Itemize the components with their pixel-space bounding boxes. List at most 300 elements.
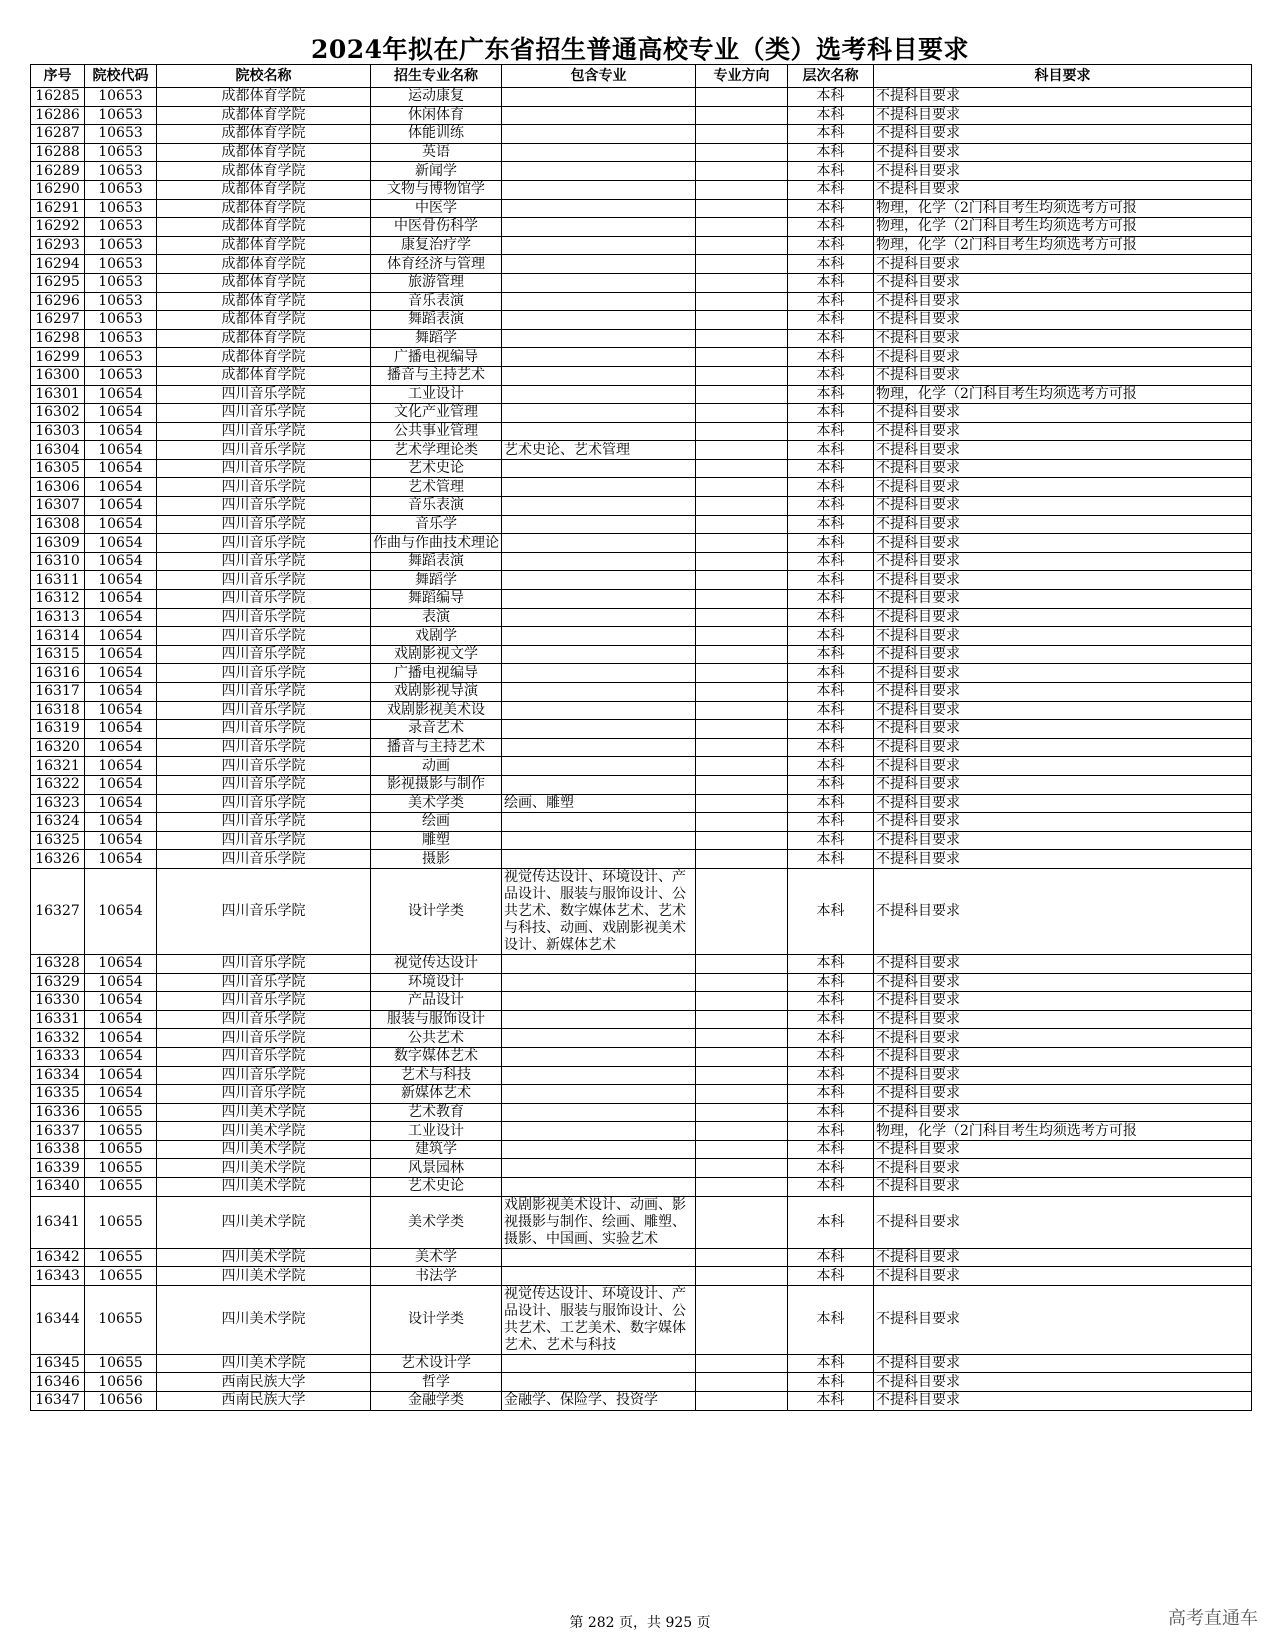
serial-cell: 16336 bbox=[31, 1103, 85, 1122]
major-name-cell: 金融学类 bbox=[371, 1392, 502, 1411]
major-name-cell: 风景园林 bbox=[371, 1159, 502, 1178]
school-code-cell: 10654 bbox=[85, 738, 157, 757]
serial-cell: 16310 bbox=[31, 552, 85, 571]
level-cell: 本科 bbox=[788, 1122, 874, 1141]
direction-cell bbox=[696, 831, 788, 850]
school-code-cell: 10653 bbox=[85, 311, 157, 330]
school-code-cell: 10654 bbox=[85, 1085, 157, 1104]
level-cell: 本科 bbox=[788, 1010, 874, 1029]
major-name-cell: 戏剧影视导演 bbox=[371, 683, 502, 702]
direction-cell bbox=[696, 255, 788, 274]
school-code-cell: 10655 bbox=[85, 1196, 157, 1248]
included-majors-cell bbox=[502, 273, 696, 292]
included-majors-cell: 金融学、保险学、投资学 bbox=[502, 1392, 696, 1411]
included-majors-cell bbox=[502, 348, 696, 367]
school-name-cell: 四川音乐学院 bbox=[157, 627, 371, 646]
direction-cell bbox=[696, 478, 788, 497]
subject-requirement-cell: 不提科目要求 bbox=[874, 422, 1252, 441]
school-code-cell: 10654 bbox=[85, 385, 157, 404]
included-majors-cell bbox=[502, 1122, 696, 1141]
serial-cell: 16304 bbox=[31, 441, 85, 460]
included-majors-cell bbox=[502, 664, 696, 683]
level-cell: 本科 bbox=[788, 992, 874, 1011]
direction-cell bbox=[696, 441, 788, 460]
table-row bbox=[31, 143, 1252, 162]
level-cell: 本科 bbox=[788, 1178, 874, 1197]
school-code-cell: 10653 bbox=[85, 162, 157, 181]
subject-requirement-cell: 不提科目要求 bbox=[874, 1103, 1252, 1122]
included-majors-cell bbox=[502, 1178, 696, 1197]
serial-cell: 16331 bbox=[31, 1010, 85, 1029]
serial-cell: 16305 bbox=[31, 459, 85, 478]
included-majors-cell bbox=[502, 329, 696, 348]
level-cell: 本科 bbox=[788, 664, 874, 683]
included-majors-cell bbox=[502, 180, 696, 199]
major-name-cell: 舞蹈编导 bbox=[371, 590, 502, 609]
school-code-cell: 10654 bbox=[85, 720, 157, 739]
serial-cell: 16334 bbox=[31, 1066, 85, 1085]
serial-cell: 16288 bbox=[31, 143, 85, 162]
included-majors-cell bbox=[502, 627, 696, 646]
major-name-cell: 工业设计 bbox=[371, 1122, 502, 1141]
brand-watermark: 高考直通车 bbox=[1168, 1608, 1258, 1629]
serial-cell: 16347 bbox=[31, 1392, 85, 1411]
direction-cell bbox=[696, 683, 788, 702]
school-code-cell: 10654 bbox=[85, 608, 157, 627]
school-code-cell: 10654 bbox=[85, 1066, 157, 1085]
table-row bbox=[31, 868, 1252, 954]
school-name-cell: 成都体育学院 bbox=[157, 88, 371, 107]
level-cell: 本科 bbox=[788, 236, 874, 255]
direction-cell bbox=[696, 199, 788, 218]
serial-cell: 16314 bbox=[31, 627, 85, 646]
subject-requirement-cell: 不提科目要求 bbox=[874, 162, 1252, 181]
direction-cell bbox=[696, 1354, 788, 1373]
table-header-row bbox=[31, 65, 1252, 88]
included-majors-cell bbox=[502, 1029, 696, 1048]
table-row bbox=[31, 218, 1252, 237]
school-name-cell: 成都体育学院 bbox=[157, 292, 371, 311]
school-name-cell: 成都体育学院 bbox=[157, 366, 371, 385]
school-name-cell: 成都体育学院 bbox=[157, 180, 371, 199]
subject-requirement-cell: 不提科目要求 bbox=[874, 1267, 1252, 1286]
included-majors-cell bbox=[502, 757, 696, 776]
included-majors-cell bbox=[502, 775, 696, 794]
major-name-cell: 艺术史论 bbox=[371, 459, 502, 478]
table-row bbox=[31, 608, 1252, 627]
subject-requirement-cell: 不提科目要求 bbox=[874, 478, 1252, 497]
table-row bbox=[31, 162, 1252, 181]
included-majors-cell bbox=[502, 106, 696, 125]
subject-requirement-cell: 不提科目要求 bbox=[874, 683, 1252, 702]
school-name-cell: 四川音乐学院 bbox=[157, 571, 371, 590]
table-row bbox=[31, 311, 1252, 330]
table-row bbox=[31, 1066, 1252, 1085]
level-cell: 本科 bbox=[788, 571, 874, 590]
level-cell: 本科 bbox=[788, 813, 874, 832]
school-code-cell: 10654 bbox=[85, 831, 157, 850]
table-row bbox=[31, 701, 1252, 720]
subject-requirement-cell: 不提科目要求 bbox=[874, 1159, 1252, 1178]
direction-cell bbox=[696, 366, 788, 385]
included-majors-cell bbox=[502, 590, 696, 609]
major-name-cell: 文物与博物馆学 bbox=[371, 180, 502, 199]
school-code-cell: 10653 bbox=[85, 218, 157, 237]
serial-cell: 16333 bbox=[31, 1047, 85, 1066]
serial-cell: 16337 bbox=[31, 1122, 85, 1141]
serial-cell: 16312 bbox=[31, 590, 85, 609]
serial-cell: 16301 bbox=[31, 385, 85, 404]
major-name-cell: 动画 bbox=[371, 757, 502, 776]
school-code-cell: 10654 bbox=[85, 552, 157, 571]
school-code-cell: 10653 bbox=[85, 180, 157, 199]
school-code-cell: 10654 bbox=[85, 534, 157, 553]
table-row bbox=[31, 404, 1252, 423]
included-majors-cell bbox=[502, 218, 696, 237]
level-cell: 本科 bbox=[788, 552, 874, 571]
level-cell: 本科 bbox=[788, 1047, 874, 1066]
direction-cell bbox=[696, 515, 788, 534]
level-cell: 本科 bbox=[788, 385, 874, 404]
school-code-cell: 10653 bbox=[85, 199, 157, 218]
subject-requirement-cell: 不提科目要求 bbox=[874, 757, 1252, 776]
major-name-cell: 戏剧影视文学 bbox=[371, 645, 502, 664]
included-majors-cell bbox=[502, 701, 696, 720]
subject-requirement-cell: 不提科目要求 bbox=[874, 125, 1252, 144]
school-name-cell: 四川美术学院 bbox=[157, 1178, 371, 1197]
table-row bbox=[31, 973, 1252, 992]
subject-requirement-cell: 不提科目要求 bbox=[874, 831, 1252, 850]
table-row bbox=[31, 954, 1252, 973]
school-name-cell: 西南民族大学 bbox=[157, 1392, 371, 1411]
major-name-cell: 美术学 bbox=[371, 1248, 502, 1267]
subject-requirement-cell: 不提科目要求 bbox=[874, 459, 1252, 478]
direction-cell bbox=[696, 794, 788, 813]
included-majors-cell bbox=[502, 422, 696, 441]
major-name-cell: 广播电视编导 bbox=[371, 664, 502, 683]
table-row bbox=[31, 683, 1252, 702]
subject-requirement-cell: 不提科目要求 bbox=[874, 143, 1252, 162]
major-name-cell: 影视摄影与制作 bbox=[371, 775, 502, 794]
level-cell: 本科 bbox=[788, 1373, 874, 1392]
direction-cell bbox=[696, 385, 788, 404]
included-majors-cell bbox=[502, 1159, 696, 1178]
included-majors-cell bbox=[502, 645, 696, 664]
serial-cell: 16308 bbox=[31, 515, 85, 534]
school-code-cell: 10654 bbox=[85, 701, 157, 720]
table-row bbox=[31, 292, 1252, 311]
table-row bbox=[31, 534, 1252, 553]
subject-requirement-cell: 不提科目要求 bbox=[874, 1354, 1252, 1373]
header-cell: 专业方向 bbox=[696, 65, 788, 88]
included-majors-cell bbox=[502, 973, 696, 992]
major-name-cell: 舞蹈学 bbox=[371, 571, 502, 590]
subject-requirement-cell: 物理，化学（2门科目考生均须选考方可报 bbox=[874, 218, 1252, 237]
table-row bbox=[31, 1248, 1252, 1267]
subject-requirement-cell: 不提科目要求 bbox=[874, 794, 1252, 813]
included-majors-cell bbox=[502, 404, 696, 423]
school-name-cell: 四川音乐学院 bbox=[157, 831, 371, 850]
table-row bbox=[31, 180, 1252, 199]
table-row bbox=[31, 125, 1252, 144]
direction-cell bbox=[696, 992, 788, 1011]
direction-cell bbox=[696, 1122, 788, 1141]
included-majors-cell bbox=[502, 738, 696, 757]
included-majors-cell bbox=[502, 1103, 696, 1122]
level-cell: 本科 bbox=[788, 143, 874, 162]
direction-cell bbox=[696, 292, 788, 311]
direction-cell bbox=[696, 534, 788, 553]
level-cell: 本科 bbox=[788, 954, 874, 973]
table-row bbox=[31, 571, 1252, 590]
serial-cell: 16318 bbox=[31, 701, 85, 720]
major-name-cell: 公共事业管理 bbox=[371, 422, 502, 441]
direction-cell bbox=[696, 1103, 788, 1122]
header-cell: 序号 bbox=[31, 65, 85, 88]
serial-cell: 16287 bbox=[31, 125, 85, 144]
subject-requirement-cell: 不提科目要求 bbox=[874, 552, 1252, 571]
school-name-cell: 四川美术学院 bbox=[157, 1248, 371, 1267]
direction-cell bbox=[696, 1267, 788, 1286]
major-name-cell: 环境设计 bbox=[371, 973, 502, 992]
included-majors-cell bbox=[502, 199, 696, 218]
requirements-table bbox=[30, 64, 1252, 1411]
direction-cell bbox=[696, 143, 788, 162]
school-name-cell: 成都体育学院 bbox=[157, 236, 371, 255]
included-majors-cell bbox=[502, 236, 696, 255]
level-cell: 本科 bbox=[788, 1354, 874, 1373]
school-code-cell: 10654 bbox=[85, 868, 157, 954]
serial-cell: 16319 bbox=[31, 720, 85, 739]
serial-cell: 16285 bbox=[31, 88, 85, 107]
direction-cell bbox=[696, 1178, 788, 1197]
direction-cell bbox=[696, 236, 788, 255]
direction-cell bbox=[696, 106, 788, 125]
serial-cell: 16286 bbox=[31, 106, 85, 125]
included-majors-cell bbox=[502, 88, 696, 107]
direction-cell bbox=[696, 627, 788, 646]
major-name-cell: 美术学类 bbox=[371, 1196, 502, 1248]
major-name-cell: 舞蹈学 bbox=[371, 329, 502, 348]
direction-cell bbox=[696, 1140, 788, 1159]
subject-requirement-cell: 不提科目要求 bbox=[874, 1248, 1252, 1267]
major-name-cell: 美术学类 bbox=[371, 794, 502, 813]
table-row bbox=[31, 590, 1252, 609]
major-name-cell: 绘画 bbox=[371, 813, 502, 832]
major-name-cell: 戏剧学 bbox=[371, 627, 502, 646]
table-row bbox=[31, 385, 1252, 404]
direction-cell bbox=[696, 422, 788, 441]
header-cell: 招生专业名称 bbox=[371, 65, 502, 88]
table-row bbox=[31, 1392, 1252, 1411]
table-row bbox=[31, 831, 1252, 850]
level-cell: 本科 bbox=[788, 180, 874, 199]
school-name-cell: 四川音乐学院 bbox=[157, 850, 371, 869]
level-cell: 本科 bbox=[788, 273, 874, 292]
table-row bbox=[31, 1159, 1252, 1178]
school-code-cell: 10653 bbox=[85, 88, 157, 107]
subject-requirement-cell: 不提科目要求 bbox=[874, 813, 1252, 832]
table-row bbox=[31, 1122, 1252, 1141]
serial-cell: 16290 bbox=[31, 180, 85, 199]
serial-cell: 16315 bbox=[31, 645, 85, 664]
major-name-cell: 服装与服饰设计 bbox=[371, 1010, 502, 1029]
included-majors-cell: 绘画、雕塑 bbox=[502, 794, 696, 813]
serial-cell: 16303 bbox=[31, 422, 85, 441]
school-name-cell: 四川音乐学院 bbox=[157, 664, 371, 683]
direction-cell bbox=[696, 1373, 788, 1392]
table-row bbox=[31, 1085, 1252, 1104]
subject-requirement-cell: 不提科目要求 bbox=[874, 255, 1252, 274]
school-code-cell: 10654 bbox=[85, 459, 157, 478]
serial-cell: 16323 bbox=[31, 794, 85, 813]
subject-requirement-cell: 不提科目要求 bbox=[874, 1010, 1252, 1029]
direction-cell bbox=[696, 162, 788, 181]
school-code-cell: 10654 bbox=[85, 478, 157, 497]
included-majors-cell bbox=[502, 1354, 696, 1373]
major-name-cell: 艺术设计学 bbox=[371, 1354, 502, 1373]
table-row bbox=[31, 1354, 1252, 1373]
table-row bbox=[31, 757, 1252, 776]
serial-cell: 16338 bbox=[31, 1140, 85, 1159]
serial-cell: 16300 bbox=[31, 366, 85, 385]
subject-requirement-cell: 不提科目要求 bbox=[874, 973, 1252, 992]
serial-cell: 16320 bbox=[31, 738, 85, 757]
level-cell: 本科 bbox=[788, 850, 874, 869]
school-name-cell: 四川美术学院 bbox=[157, 1103, 371, 1122]
table-row bbox=[31, 645, 1252, 664]
school-name-cell: 四川音乐学院 bbox=[157, 813, 371, 832]
school-name-cell: 四川美术学院 bbox=[157, 1159, 371, 1178]
subject-requirement-cell: 不提科目要求 bbox=[874, 1285, 1252, 1354]
table-row bbox=[31, 1103, 1252, 1122]
major-name-cell: 作曲与作曲技术理论 bbox=[371, 534, 502, 553]
included-majors-cell: 艺术史论、艺术管理 bbox=[502, 441, 696, 460]
direction-cell bbox=[696, 311, 788, 330]
direction-cell bbox=[696, 1085, 788, 1104]
level-cell: 本科 bbox=[788, 497, 874, 516]
level-cell: 本科 bbox=[788, 868, 874, 954]
major-name-cell: 休闲体育 bbox=[371, 106, 502, 125]
level-cell: 本科 bbox=[788, 1196, 874, 1248]
school-name-cell: 四川音乐学院 bbox=[157, 683, 371, 702]
level-cell: 本科 bbox=[788, 1103, 874, 1122]
table-row bbox=[31, 720, 1252, 739]
included-majors-cell bbox=[502, 125, 696, 144]
serial-cell: 16346 bbox=[31, 1373, 85, 1392]
major-name-cell: 运动康复 bbox=[371, 88, 502, 107]
table-row bbox=[31, 1178, 1252, 1197]
included-majors-cell bbox=[502, 683, 696, 702]
school-code-cell: 10654 bbox=[85, 664, 157, 683]
school-code-cell: 10655 bbox=[85, 1354, 157, 1373]
school-code-cell: 10655 bbox=[85, 1122, 157, 1141]
subject-requirement-cell: 不提科目要求 bbox=[874, 571, 1252, 590]
table-row bbox=[31, 552, 1252, 571]
school-code-cell: 10653 bbox=[85, 273, 157, 292]
school-name-cell: 四川音乐学院 bbox=[157, 441, 371, 460]
included-majors-cell bbox=[502, 992, 696, 1011]
table-row bbox=[31, 775, 1252, 794]
direction-cell bbox=[696, 813, 788, 832]
school-code-cell: 10653 bbox=[85, 255, 157, 274]
major-name-cell: 播音与主持艺术 bbox=[371, 366, 502, 385]
school-code-cell: 10654 bbox=[85, 422, 157, 441]
subject-requirement-cell: 不提科目要求 bbox=[874, 366, 1252, 385]
school-name-cell: 成都体育学院 bbox=[157, 125, 371, 144]
serial-cell: 16289 bbox=[31, 162, 85, 181]
school-name-cell: 四川音乐学院 bbox=[157, 954, 371, 973]
major-name-cell: 英语 bbox=[371, 143, 502, 162]
school-name-cell: 四川音乐学院 bbox=[157, 701, 371, 720]
subject-requirement-cell: 不提科目要求 bbox=[874, 404, 1252, 423]
table-body bbox=[31, 88, 1252, 1411]
serial-cell: 16344 bbox=[31, 1285, 85, 1354]
table-row bbox=[31, 459, 1252, 478]
serial-cell: 16332 bbox=[31, 1029, 85, 1048]
table-row bbox=[31, 1140, 1252, 1159]
direction-cell bbox=[696, 1010, 788, 1029]
school-code-cell: 10654 bbox=[85, 1029, 157, 1048]
school-code-cell: 10654 bbox=[85, 1047, 157, 1066]
table-row bbox=[31, 1047, 1252, 1066]
level-cell: 本科 bbox=[788, 1267, 874, 1286]
level-cell: 本科 bbox=[788, 218, 874, 237]
major-name-cell: 数字媒体艺术 bbox=[371, 1047, 502, 1066]
school-name-cell: 四川音乐学院 bbox=[157, 534, 371, 553]
subject-requirement-cell: 不提科目要求 bbox=[874, 1392, 1252, 1411]
school-name-cell: 四川音乐学院 bbox=[157, 590, 371, 609]
direction-cell bbox=[696, 1066, 788, 1085]
school-code-cell: 10653 bbox=[85, 143, 157, 162]
included-majors-cell bbox=[502, 608, 696, 627]
table-row bbox=[31, 497, 1252, 516]
direction-cell bbox=[696, 645, 788, 664]
included-majors-cell bbox=[502, 255, 696, 274]
included-majors-cell bbox=[502, 1373, 696, 1392]
school-name-cell: 四川音乐学院 bbox=[157, 459, 371, 478]
subject-requirement-cell: 不提科目要求 bbox=[874, 534, 1252, 553]
level-cell: 本科 bbox=[788, 404, 874, 423]
school-code-cell: 10654 bbox=[85, 590, 157, 609]
table-row bbox=[31, 422, 1252, 441]
direction-cell bbox=[696, 590, 788, 609]
subject-requirement-cell: 不提科目要求 bbox=[874, 441, 1252, 460]
included-majors-cell bbox=[502, 720, 696, 739]
serial-cell: 16309 bbox=[31, 534, 85, 553]
header-cell: 院校代码 bbox=[85, 65, 157, 88]
serial-cell: 16329 bbox=[31, 973, 85, 992]
table-row bbox=[31, 1196, 1252, 1248]
direction-cell bbox=[696, 1285, 788, 1354]
included-majors-cell bbox=[502, 813, 696, 832]
table-row bbox=[31, 992, 1252, 1011]
included-majors-cell bbox=[502, 311, 696, 330]
serial-cell: 16316 bbox=[31, 664, 85, 683]
header-cell: 院校名称 bbox=[157, 65, 371, 88]
included-majors-cell bbox=[502, 143, 696, 162]
direction-cell bbox=[696, 1248, 788, 1267]
serial-cell: 16317 bbox=[31, 683, 85, 702]
major-name-cell: 新媒体艺术 bbox=[371, 1085, 502, 1104]
level-cell: 本科 bbox=[788, 515, 874, 534]
serial-cell: 16302 bbox=[31, 404, 85, 423]
subject-requirement-cell: 不提科目要求 bbox=[874, 348, 1252, 367]
major-name-cell: 音乐学 bbox=[371, 515, 502, 534]
direction-cell bbox=[696, 1392, 788, 1411]
included-majors-cell bbox=[502, 385, 696, 404]
school-name-cell: 四川美术学院 bbox=[157, 1140, 371, 1159]
